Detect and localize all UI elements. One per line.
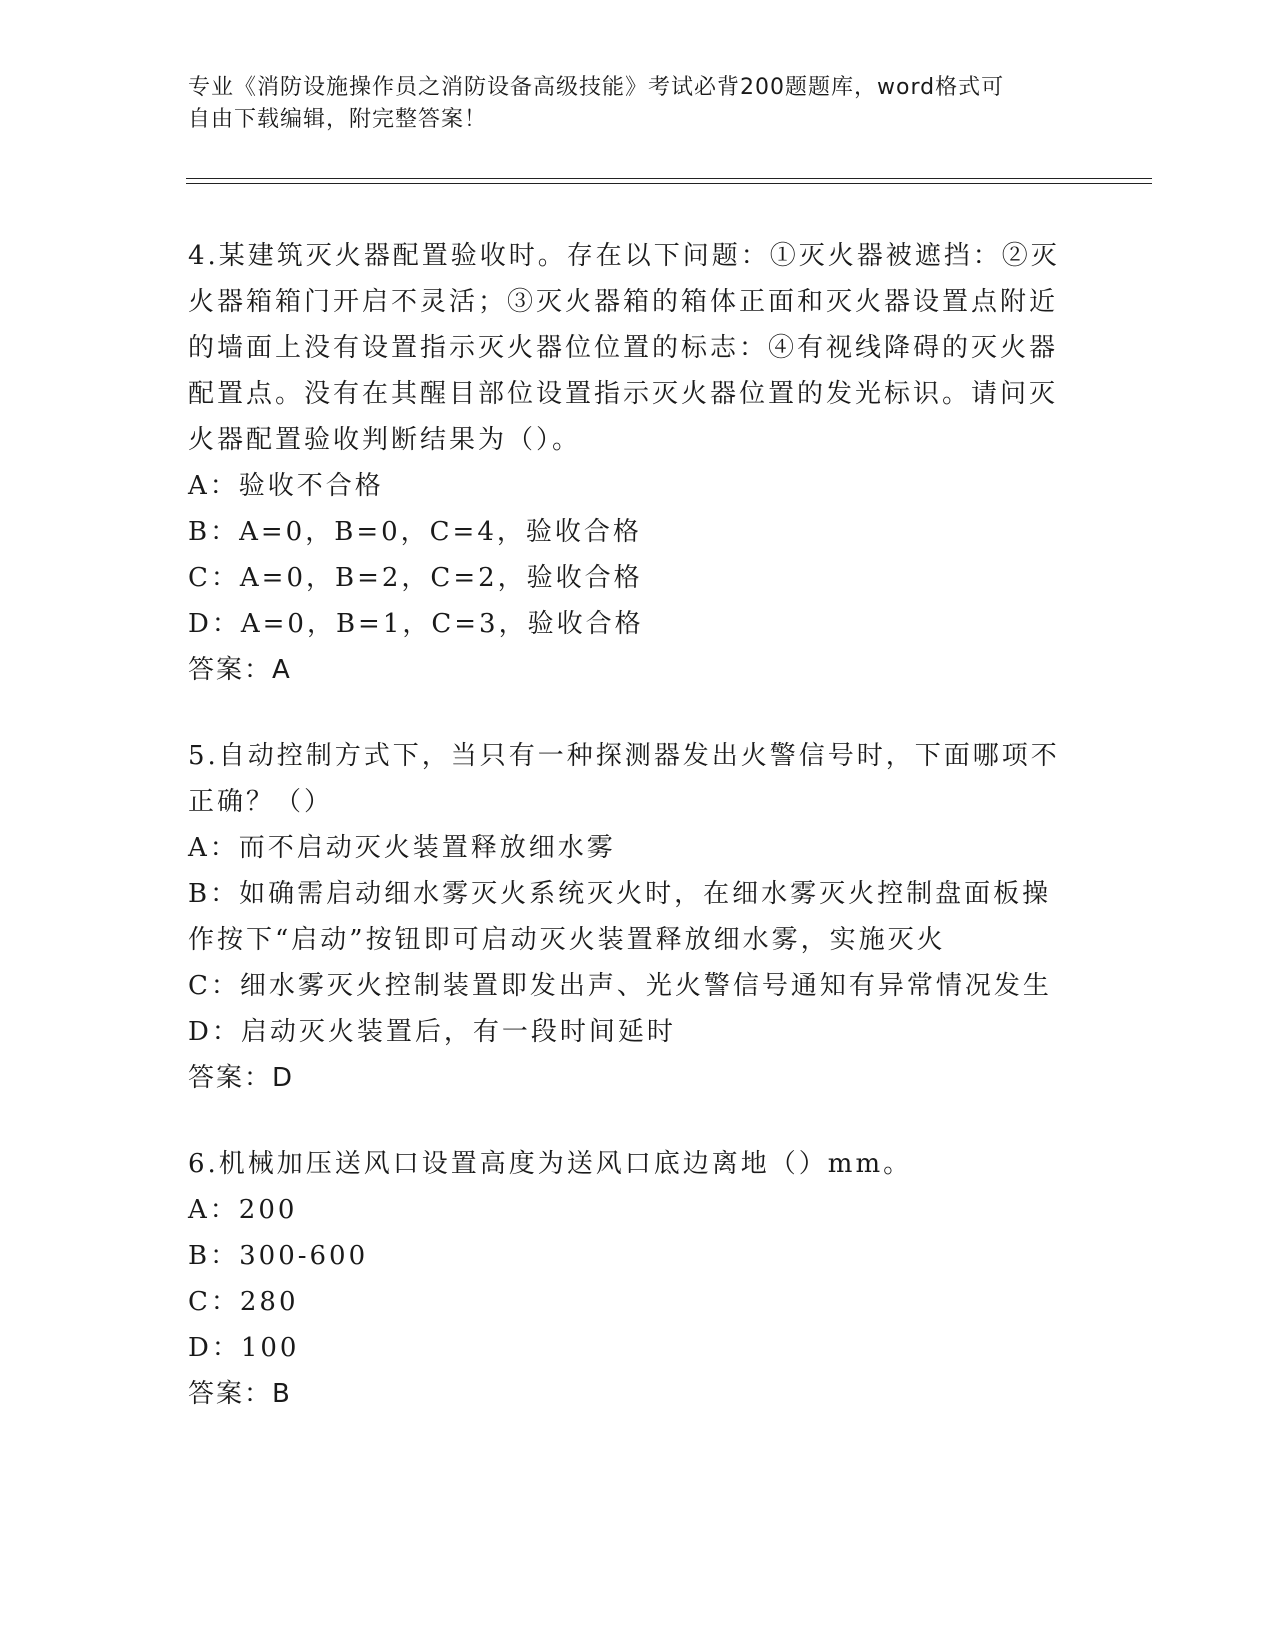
option-a: A：验收不合格 [188, 471, 384, 501]
option-a: A：200 [188, 1195, 298, 1225]
question-4 [188, 233, 1078, 693]
option-d: D：A=0，B=1，C=3，验收合格 [188, 609, 644, 639]
option-d: D：启动灭火装置后，有一段时间延时 [188, 1017, 676, 1047]
option-c: C：A=0，B=2，C=2，验收合格 [188, 563, 643, 593]
header-line-1: 专业《消防设施操作员之消防设备高级技能》考试必背200题题库，word格式可 [188, 75, 1005, 100]
answer: 答案：D [188, 1063, 295, 1093]
question-stem: 5.自动控制方式下，当只有一种探测器发出火警信号时，下面哪项不正确？（） [188, 741, 1060, 817]
question-stem: 6.机械加压送风口设置高度为送风口底边离地（）mm。 [188, 1149, 913, 1179]
question-6 [188, 1141, 1078, 1417]
header-divider-bottom [186, 183, 1152, 184]
question-stem: 4.某建筑灭火器配置验收时。存在以下问题：①灭火器被遮挡：②灭火器箱箱门开启不灵活；③灭火器箱的箱体正面和灭火器设置点附近的墙面上没有设置指示灭火器位位置的标志：④有视线降碍的灭火器配置点。没有在其醒目部位设置指示灭火器位置的发光标识。请问灭火器配置验收判断结果为（）。 [188, 241, 1060, 455]
option-c: C：细水雾灭火控制装置即发出声、光火警信号通知有异常情况发生 [188, 971, 1052, 1001]
answer: 答案：B [188, 1379, 292, 1409]
option-a: A：而不启动灭火装置释放细水雾 [188, 833, 616, 863]
document-header [188, 72, 1068, 136]
header-divider-top [186, 178, 1152, 179]
option-b: B：A=0，B=0，C=4，验收合格 [188, 517, 642, 547]
option-b: B：如确需启动细水雾灭火系统灭火时，在细水雾灭火控制盘面板操作按下“启动”按钮即可启动灭火装置释放细水雾，实施灭火 [188, 879, 1052, 955]
answer: 答案：A [188, 655, 292, 685]
header-line-2: 自由下载编辑，附完整答案！ [188, 107, 488, 132]
option-d: D：100 [188, 1333, 300, 1363]
option-c: C：280 [188, 1287, 299, 1317]
question-5 [188, 733, 1078, 1101]
option-b: B：300-600 [188, 1241, 369, 1271]
